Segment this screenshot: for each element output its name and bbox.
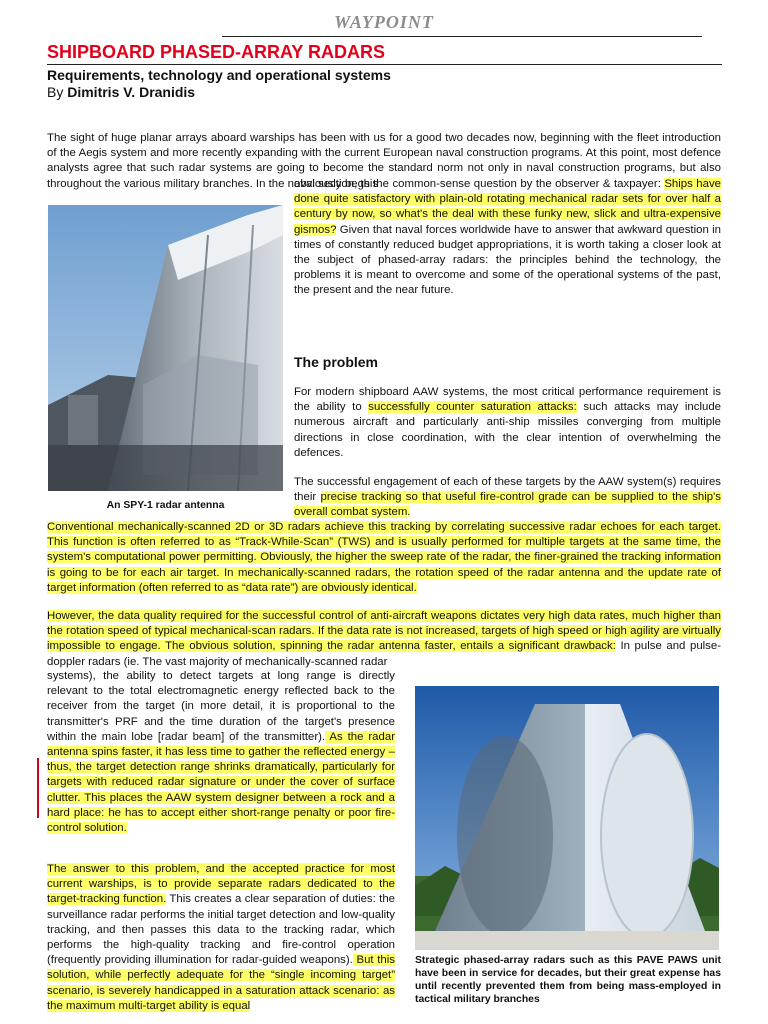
- p2-highlight-b: Conventional mechanically-scanned 2D or 3D radars achieve this tracking by correlating successive radar echoes for each target. This function is often referred to as “Track-While-Scan” (TWS) and is usually performed for multiple targets at the same time, the system's computational power permitting. Obviously, the higher the sweep rate of the radar, the finer-grained the tracking information is going to be for each air target. In mechanically-scanned radars, the rotation speed of the radar antenna and the update rate of target information (often referred to as “data rate”) are obviously identical.: [47, 521, 721, 594]
- p2-highlight-a: precise tracking so that useful fire-control grade can be supplied to the ship's overall combat system.: [294, 491, 721, 519]
- revision-marker: [37, 758, 39, 818]
- byline-prefix: By: [47, 84, 68, 100]
- intro-col-highlight: Ships have done quite satisfactory with plain-old rotating mechanical radar sets for over half a century by now, so what's the deal with these funky new, slick and ultra-expensive gismos?: [294, 178, 721, 236]
- spy1-radar-image: [48, 205, 283, 491]
- p5-plain-a: This creates a clear separation of duties: the surveillance radar performs the initial target detection and low-quality tracking, and then passes this data to the tracking radar, which performs the high-quality tracking and fire-control operation (frequently providing illumination for radar-guided weapons).: [47, 893, 395, 967]
- p1-plain-b: such attacks may include numerous aircraft and particularly anti-ship missiles converging from multiple directions in close coordination, with the clear intention of overwhelming the defences.: [294, 401, 721, 459]
- byline: [47, 84, 195, 100]
- intro-col-plain-b: Given that naval forces worldwide have to answer that awkward question in times of constantly reduced budget appropriations, it is worth taking a closer look at the subject of phased-array radars: the principles behind the technology, the problems it is meant to overcome and some of the operational systems of the past, the present and the near future.: [294, 223, 721, 297]
- p1-plain-a: For modern shipboard AAW systems, the most critical performance requirement is the ability to: [294, 386, 721, 414]
- spy1-caption: An SPY-1 radar antenna: [106, 500, 225, 511]
- p1-highlight: successfully counter saturation attacks:: [368, 401, 577, 414]
- problem-paragraph-5: [47, 862, 395, 1014]
- article-subtitle: Requirements, technology and operational systems: [47, 67, 391, 83]
- masthead: WAYPOINT: [334, 12, 434, 32]
- problem-paragraph-3: [47, 609, 721, 670]
- intro-column-paragraph: [294, 177, 721, 299]
- p5-highlight-b: But this solution, while perfectly adequate for the “single incoming target” scenario, is severely handicapped in a saturation attack scenario: as the maximum multi-target ability is equal: [47, 954, 395, 1012]
- problem-paragraph-4: [47, 669, 395, 836]
- pave-paws-photo: [415, 686, 719, 950]
- pave-paws-image: [415, 686, 719, 950]
- p3-plain: In pulse and pulse-doppler radars (ie. The vast majority of mechanically-scanned radar: [47, 640, 722, 668]
- intro-col-plain-a: obviously begs the common-sense question by the observer & taxpayer:: [294, 178, 665, 190]
- pave-paws-caption: Strategic phased-array radars such as this PAVE PAWS unit have been in service for decades, but their great expense has until recently prevented them from being mass-employed in tactical military branches: [415, 955, 721, 1005]
- spy1-radar-photo: [48, 205, 283, 491]
- p4-highlight: As the radar antenna spins faster, it has less time to gather the reflected energy – thus, the target detection range shrinks dramatically, particularly for targets with reduced radar signature or under the cover of surface clutter. This places the AAW system designer between a rock and a hard place: he has to accept either short-range penalty or poor fire-control solution.: [47, 730, 395, 835]
- intro-paragraph: The sight of huge planar arrays aboard warships has been with us for a good two decades now, beginning with the fleet introduction of the Aegis system and more recently expanding with the current European naval construction programs. At this point, most defence analysts agree that such radar systems are going to become the standard norm not only in naval construction programs, but also throughout the various military branches. In the naval section, this: [47, 132, 721, 190]
- problem-paragraph-1: [294, 385, 721, 461]
- problem-paragraph-2: [294, 475, 721, 521]
- p4-plain-a: systems), the ability to detect targets at long range is directly relevant to the total electromagnetic energy reflected back to the receiver from the target (in more detail, it is proportional to the transmitter's PRF and the time duration of the target's presence within the main lobe [radar beam] of the transmitter).: [47, 670, 395, 743]
- author-name: Dimitris V. Dranidis: [67, 84, 196, 100]
- problem-paragraph-2-cont: [47, 520, 721, 596]
- p3-highlight: However, the data quality required for the successful control of anti-aircraft weapons dictates very high data rates, much higher than the rotation speed of typical mechanical-scan radars. If the data rate is not increased, targets of high speed or high agility are virtually impossible to engage. The obvious solution, spinning the radar antenna faster, entails a significant drawback:: [47, 610, 721, 653]
- section-heading-problem: The problem: [294, 354, 379, 370]
- title-rule: [47, 64, 722, 65]
- p5-highlight: The answer to this problem, and the accepted practice for most current warships, is to provide separate radars dedicated to the target-tracking function.: [47, 863, 395, 906]
- p2-plain-a: The successful engagement of each of these targets by the AAW system(s) requires their: [294, 476, 721, 504]
- masthead-rule: [222, 36, 702, 37]
- article-title: SHIPBOARD PHASED-ARRAY RADARS: [47, 42, 386, 62]
